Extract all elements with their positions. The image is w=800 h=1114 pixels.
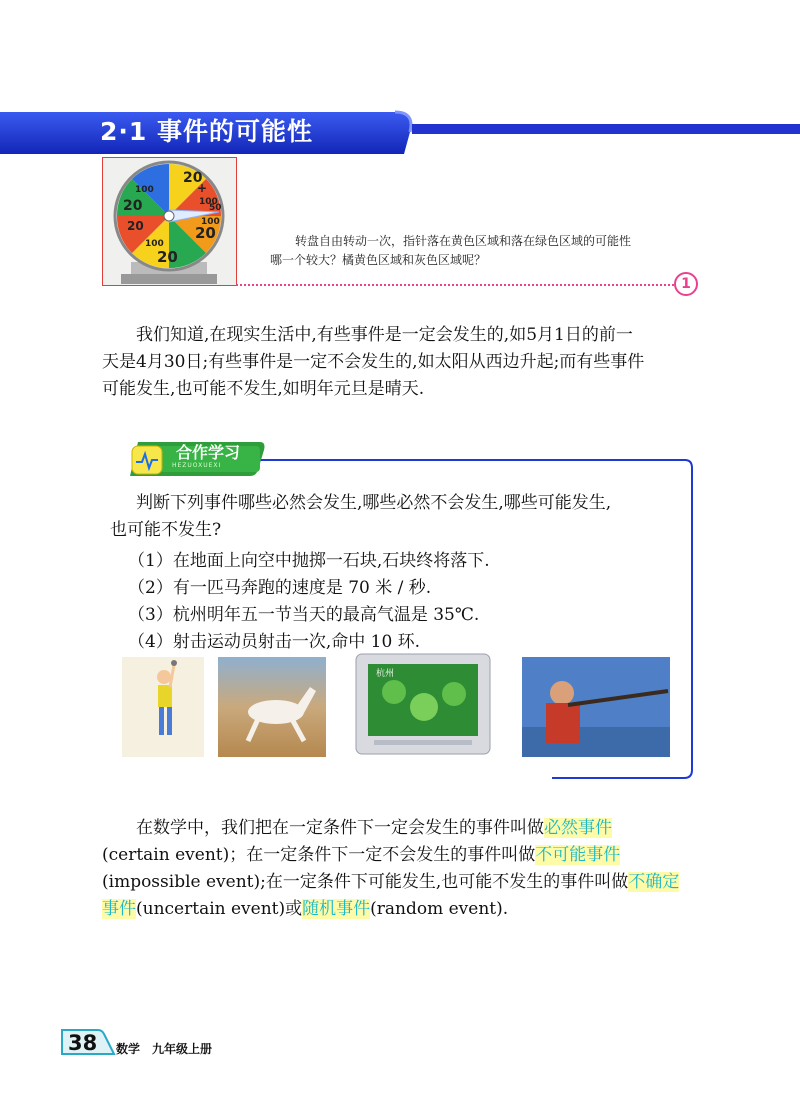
intro-line: 我们知道,在现实生活中,有些事件是一定会发生的,如5月1日的前一 (136, 325, 633, 345)
coop-item: （1）在地面上向空中抛掷一石块,石块终将落下. (128, 551, 490, 571)
tv-caption: 杭州 (376, 669, 395, 679)
intro-line: 天是4月30日;有些事件是一定不会发生的,如太阳从西边升起;而有些事件 (102, 352, 645, 372)
spinner-label: 20 (157, 248, 178, 266)
section-title: 2·1 事件的可能性 (100, 117, 313, 146)
prompt-line: 哪一个较大？橘黄色区域和灰色区域呢？ (270, 253, 487, 267)
prompt-line: 转盘自由转动一次，指针落在黄色区域和落在绿色区域的可能性 (295, 234, 632, 248)
coop-question (102, 490, 692, 544)
dotted-divider (236, 284, 674, 286)
term-random-event: 随机事件 (302, 899, 371, 919)
shooter-image (522, 657, 670, 757)
spinner-label: 50 (209, 203, 222, 213)
coop-title: 合作学习 (176, 443, 241, 462)
spinner-label: 100 (199, 197, 218, 207)
spinner-label: 20 (183, 170, 203, 186)
term-impossible-event: 不可能事件 (535, 845, 621, 865)
coop-question-line: 也可能不发生? (110, 520, 222, 540)
tv-weather-image (354, 652, 492, 756)
coop-question-line: 判断下列事件哪些必然会发生,哪些必然不会发生,哪些可能发生, (136, 493, 612, 513)
definition-text: (impossible event);在一定条件下可能发生,也可能不发生的事件叫做 (102, 872, 629, 892)
definitions-paragraph (102, 815, 702, 923)
coop-item: （4）射击运动员射击一次,命中 10 环. (128, 632, 421, 652)
spinner-label: 100 (135, 185, 154, 195)
coop-item: （3）杭州明年五一节当天的最高气温是 35℃. (128, 605, 480, 625)
definition-text: (certain event)；在一定条件下一定不会发生的事件叫做 (102, 845, 536, 865)
term-uncertain-event-cont: 事件 (102, 899, 136, 919)
spinner-label: 100 (145, 239, 164, 249)
definition-text: 在数学中，我们把在一定条件下一定会发生的事件叫做 (136, 818, 544, 838)
spinner-label: 20 (123, 198, 143, 214)
spinner-label: 20 (127, 219, 144, 233)
spinner-label: 20 (195, 224, 216, 242)
spinner-label: + (197, 181, 208, 195)
definition-text: (uncertain event)或 (136, 899, 303, 919)
boy-throwing-stone-image (122, 657, 204, 757)
intro-line: 可能发生,也可能不发生,如明年元旦是晴天. (102, 379, 425, 399)
term-certain-event: 必然事件 (544, 818, 612, 838)
coop-subtitle: HEZUOXUEXI (172, 462, 222, 469)
page-number: 38 (68, 1031, 98, 1055)
spinner-wheel (103, 158, 236, 285)
margin-marker: 1 (674, 272, 698, 296)
term-uncertain-event: 不确定 (628, 872, 680, 892)
definition-text: (random event). (370, 899, 509, 919)
intro-paragraph (102, 322, 702, 403)
spinner-label: 100 (201, 217, 220, 227)
coop-item: （2）有一匹马奔跑的速度是 70 米 / 秒. (128, 578, 432, 598)
book-title: 数学 九年级上册 (116, 1042, 213, 1056)
spinner-image (102, 157, 237, 286)
running-horse-image (218, 657, 326, 757)
